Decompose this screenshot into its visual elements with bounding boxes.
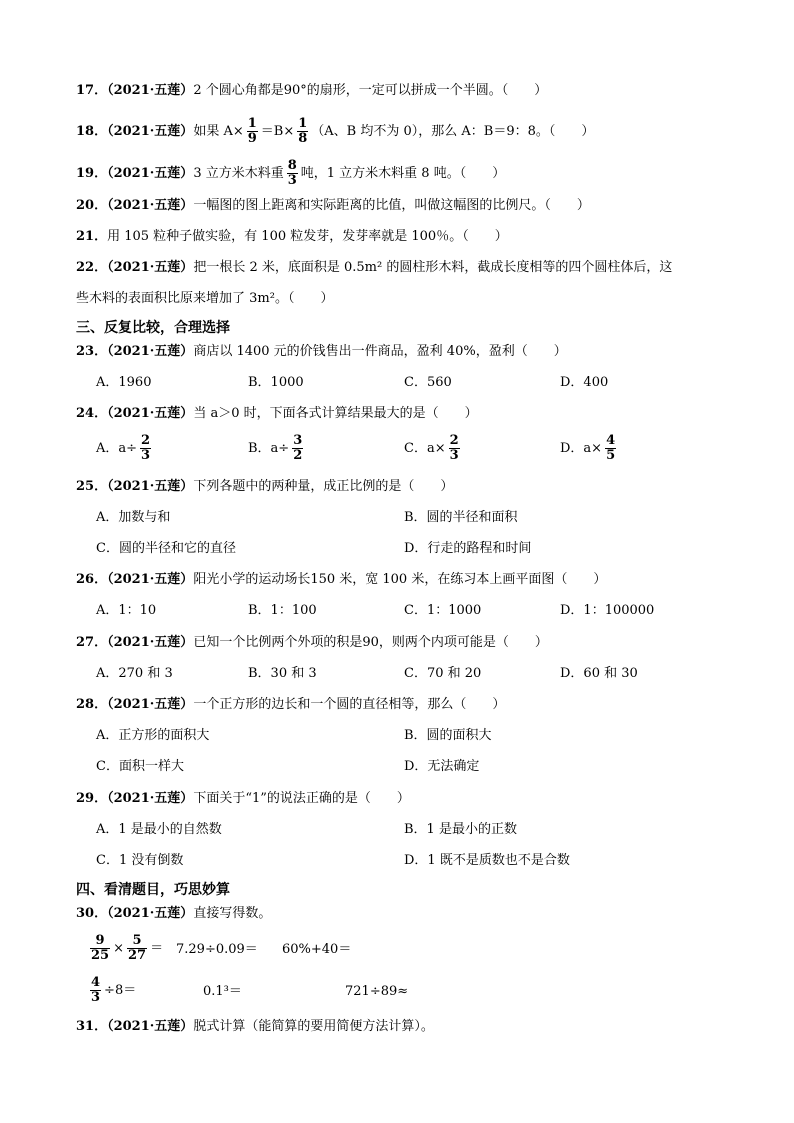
option-a: A．加数与和 xyxy=(96,510,171,525)
denominator: 3 xyxy=(141,448,151,463)
fraction xyxy=(90,976,101,1005)
fraction xyxy=(287,159,298,188)
denominator: 2 xyxy=(293,448,303,463)
question-number: 28． xyxy=(76,697,108,712)
question-text-pre: 3 立方米木料重 xyxy=(193,166,284,181)
question-number: 29． xyxy=(76,791,108,806)
question-source: （2021·五莲） xyxy=(107,198,194,213)
question-source: （2021·五莲） xyxy=(107,344,194,359)
question-text: 一幅图的图上距离和实际距离的比值，叫做这幅图的比例尺。（ ） xyxy=(193,198,590,213)
option-a: A．正方形的面积大 xyxy=(96,728,210,743)
denominator: 27 xyxy=(128,948,147,963)
numerator: 4 xyxy=(91,975,101,990)
option-label: D．a× xyxy=(560,441,603,456)
option-d: D．60 和 30 xyxy=(560,666,638,681)
numerator: 9 xyxy=(90,934,110,949)
question-text: 下列各题中的两种量，成正比例的是（ ） xyxy=(193,479,454,494)
denominator: 8 xyxy=(298,131,308,146)
expression-rest: ÷8＝ xyxy=(104,983,137,998)
numerator: 3 xyxy=(293,433,303,448)
option-c: C．1 没有倒数 xyxy=(96,853,184,868)
fraction xyxy=(140,434,151,463)
question-number: 31． xyxy=(76,1019,108,1034)
option-d: D．无法确定 xyxy=(404,759,480,774)
question-source: （2021·五莲） xyxy=(107,83,194,98)
question-number: 22． xyxy=(76,260,108,275)
question-text-post: （A、B 均不为 0），那么 A：B＝9：8。（ ） xyxy=(311,124,595,139)
fraction xyxy=(247,117,258,146)
question-source: （2021·五莲） xyxy=(107,906,194,921)
option-b: B．30 和 3 xyxy=(248,666,317,681)
numerator: 2 xyxy=(141,433,151,448)
option-a: A．1960 xyxy=(96,375,152,390)
question-number: 21． xyxy=(76,229,108,244)
expression-4 xyxy=(90,976,136,1005)
question-20 xyxy=(76,197,590,215)
option-label: A．a÷ xyxy=(96,441,138,456)
option-b: B．圆的面积大 xyxy=(404,728,492,743)
numerator: 4 xyxy=(606,433,616,448)
question-17 xyxy=(76,82,547,100)
option-b: B．1000 xyxy=(248,375,304,390)
numerator: 5 xyxy=(127,934,147,949)
denominator: 3 xyxy=(91,990,101,1005)
question-source: （2021·五莲） xyxy=(107,635,194,650)
question-number: 24． xyxy=(76,406,108,421)
question-26 xyxy=(76,571,606,589)
denominator: 25 xyxy=(91,948,110,963)
question-text: 2 个圆心角都是90°的扇形，一定可以拼成一个半圆。（ ） xyxy=(193,83,548,98)
question-25 xyxy=(76,478,453,496)
operator: × xyxy=(113,941,124,956)
question-text: 脱式计算（能简算的要用简便方法计算）。 xyxy=(193,1019,434,1034)
question-number: 25． xyxy=(76,479,108,494)
question-number: 19． xyxy=(76,166,108,181)
question-source: （2021·五莲） xyxy=(107,166,194,181)
denominator: 5 xyxy=(606,448,616,463)
option-d: D．400 xyxy=(560,375,609,390)
fraction xyxy=(90,934,110,963)
option-b: B．1：100 xyxy=(248,603,317,618)
question-29 xyxy=(76,790,410,808)
question-number: 27． xyxy=(76,635,108,650)
question-source: （2021·五莲） xyxy=(107,406,194,421)
question-22-continued: 些木料的表面积比原来增加了 3m²。（ ） xyxy=(76,291,334,306)
option-b: B．圆的半径和面积 xyxy=(404,510,518,525)
section-heading: 三、反复比较，合理选择 xyxy=(76,320,230,336)
question-text: 直接写得数。 xyxy=(193,906,272,921)
option-a: A．1 是最小的自然数 xyxy=(96,822,222,837)
expression-2: 7.29÷0.09＝ xyxy=(176,942,258,957)
numerator: 2 xyxy=(449,433,459,448)
option-label: C．a× xyxy=(404,441,446,456)
option-b: B．1 是最小的正数 xyxy=(404,822,517,837)
option-d: D．1：100000 xyxy=(560,603,655,618)
question-number: 26． xyxy=(76,572,108,587)
equals: ＝ xyxy=(150,941,164,956)
question-24 xyxy=(76,405,478,423)
question-source: （2021·五莲） xyxy=(107,479,194,494)
question-number: 17． xyxy=(76,83,108,98)
question-text-pre: 如果 A× xyxy=(193,124,244,139)
fraction xyxy=(605,434,616,463)
expression-5: 0.1³＝ xyxy=(203,984,242,999)
option-label: B．a÷ xyxy=(248,441,290,456)
question-number: 18． xyxy=(76,124,108,139)
question-source: （2021·五莲） xyxy=(107,1019,194,1034)
question-number: 20． xyxy=(76,198,108,213)
question-22 xyxy=(76,259,672,277)
question-text: 商店以 1400 元的价钱售出一件商品，盈利 40%，盈利（ ） xyxy=(193,344,567,359)
question-source: （2021·五莲） xyxy=(107,697,194,712)
expression-1 xyxy=(90,934,163,963)
question-28 xyxy=(76,696,505,714)
section-heading: 四、看清题目，巧思妙算 xyxy=(76,882,230,898)
question-text: 把一根长 2 米，底面积是 0.5m² 的圆柱形木料，截成长度相等的四个圆柱体后，这 xyxy=(193,260,673,275)
question-text: 下面关于“1”的说法正确的是（ ） xyxy=(193,791,410,806)
fraction xyxy=(292,434,303,463)
option-a: A．1：10 xyxy=(96,603,157,618)
question-source: （2021·五莲） xyxy=(107,124,194,139)
question-31 xyxy=(76,1018,434,1036)
option-c: C．圆的半径和它的直径 xyxy=(96,541,236,556)
denominator: 3 xyxy=(287,173,297,188)
expression-3: 60%+40＝ xyxy=(282,942,352,957)
denominator: 9 xyxy=(247,131,257,146)
option-d xyxy=(560,434,619,463)
numerator: 8 xyxy=(287,158,297,173)
question-27 xyxy=(76,634,548,652)
question-text-post: 吨，1 立方米木料重 8 吨。（ ） xyxy=(300,166,506,181)
option-c xyxy=(404,434,463,463)
question-text-mid: ＝B× xyxy=(260,124,295,139)
option-c: C．560 xyxy=(404,375,452,390)
option-a: A．270 和 3 xyxy=(96,666,173,681)
expression-6: 721÷89≈ xyxy=(345,984,409,999)
fraction xyxy=(127,934,147,963)
question-text: 用 105 粒种子做实验，有 100 粒发芽，发芽率就是 100％。（ ） xyxy=(107,229,508,244)
option-c: C．1：1000 xyxy=(404,603,482,618)
fraction xyxy=(449,434,460,463)
question-19 xyxy=(76,159,505,188)
option-c: C．面积一样大 xyxy=(96,759,184,774)
question-number: 30． xyxy=(76,906,108,921)
denominator: 3 xyxy=(449,448,459,463)
question-source: （2021·五莲） xyxy=(107,791,194,806)
question-source: （2021·五莲） xyxy=(107,260,194,275)
question-text: 已知一个比例两个外项的积是90，则两个内项可能是（ ） xyxy=(193,635,548,650)
numerator: 1 xyxy=(298,116,308,131)
question-21 xyxy=(76,228,508,246)
question-source: （2021·五莲） xyxy=(107,572,194,587)
question-18 xyxy=(76,117,594,146)
question-text: 当 a＞0 时，下面各式计算结果最大的是（ ） xyxy=(193,406,478,421)
numerator: 1 xyxy=(247,116,257,131)
question-23 xyxy=(76,343,567,361)
option-d: D．行走的路程和时间 xyxy=(404,541,532,556)
fraction xyxy=(297,117,308,146)
question-30 xyxy=(76,905,271,923)
option-c: C．70 和 20 xyxy=(404,666,482,681)
option-d: D．1 既不是质数也不是合数 xyxy=(404,853,570,868)
question-text: 一个正方形的边长和一个圆的直径相等，那么（ ） xyxy=(193,697,506,712)
option-a xyxy=(96,434,154,463)
option-b xyxy=(248,434,306,463)
question-number: 23． xyxy=(76,344,108,359)
question-text: 阳光小学的运动场长150 米，宽 100 米，在练习本上画平面图（ ） xyxy=(193,572,607,587)
